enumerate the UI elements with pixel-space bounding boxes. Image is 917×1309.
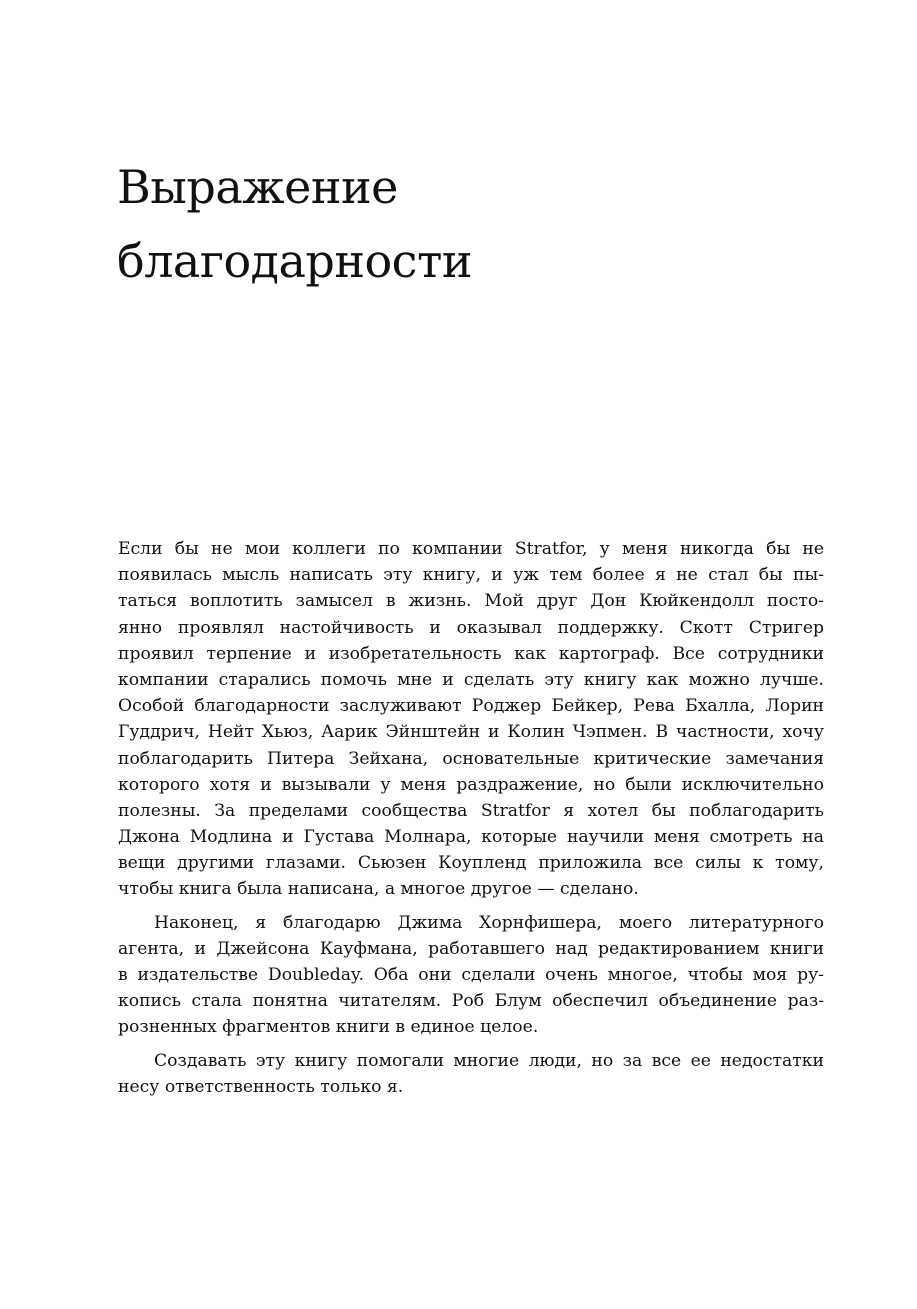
text-line: розненных фрагментов книги в единое целое. — [118, 1017, 539, 1038]
text-line: Создавать эту книгу помогали многие люди, но за все ее недостатки — [154, 1050, 824, 1071]
text-line: Наконец, я благодарю Джима Хорнфишера, моего литературного — [154, 912, 824, 933]
page-title-line: благодарности — [117, 234, 473, 288]
paragraph-1 — [118, 536, 824, 903]
text-line: полезны. За пределами сообщества Stratfor я хотел бы поблагодарить — [118, 800, 824, 821]
text-line: несу ответственность только я. — [118, 1076, 404, 1097]
text-line: агента, и Джейсона Кауфмана, работавшего над редактированием книги — [118, 938, 824, 959]
text-line: Особой благодарности заслуживают Роджер Бейкер, Рева Бхалла, Лорин — [118, 696, 824, 717]
page-title — [117, 150, 472, 298]
text-line: появилась мысль написать эту книгу, и уж тем более я не стал бы пы- — [118, 565, 824, 586]
paragraph-3 — [118, 1048, 824, 1100]
paragraph-spacer — [118, 903, 824, 910]
text-line: таться воплотить замысел в жизнь. Мой друг Дон Кюйкендолл посто- — [118, 591, 824, 612]
page-title-line: Выражение — [117, 160, 398, 214]
text-line: Джона Модлина и Густава Молнара, которые научили меня смотреть на — [118, 827, 824, 848]
text-line: компании старались помочь мне и сделать эту книгу как можно лучше. — [118, 669, 824, 690]
text-line: в издательстве Doubleday. Оба они сделали очень многое, чтобы моя ру- — [118, 965, 824, 985]
text-line: проявил терпение и изобретательность как картограф. Все сотрудники — [118, 643, 824, 664]
text-line: Гуддрич, Нейт Хьюз, Аарик Эйнштейн и Колин Чэпмен. В частности, хочу — [118, 722, 824, 743]
text-line: вещи другими глазами. Сьюзен Коупленд приложила все силы к тому, — [118, 853, 824, 874]
paragraph-2 — [118, 910, 824, 1041]
text-line: чтобы книга была написана, а многое другое — сделано. — [118, 879, 639, 900]
text-line: которого хотя и вызывали у меня раздражение, но были исключительно — [118, 774, 824, 795]
text-line: копись стала понятна читателям. Роб Блум обеспечил объединение раз- — [118, 991, 824, 1012]
text-line: янно проявлял настойчивость и оказывал поддержку. Скотт Стригер — [118, 617, 824, 638]
acknowledgements-text — [118, 536, 824, 1100]
text-line: Если бы не мои коллеги по компании Stratfor, у меня никогда бы не — [118, 539, 824, 559]
text-line: поблагодарить Питера Зейхана, основательные критические замечания — [118, 748, 824, 769]
paragraph-spacer — [118, 1041, 824, 1048]
